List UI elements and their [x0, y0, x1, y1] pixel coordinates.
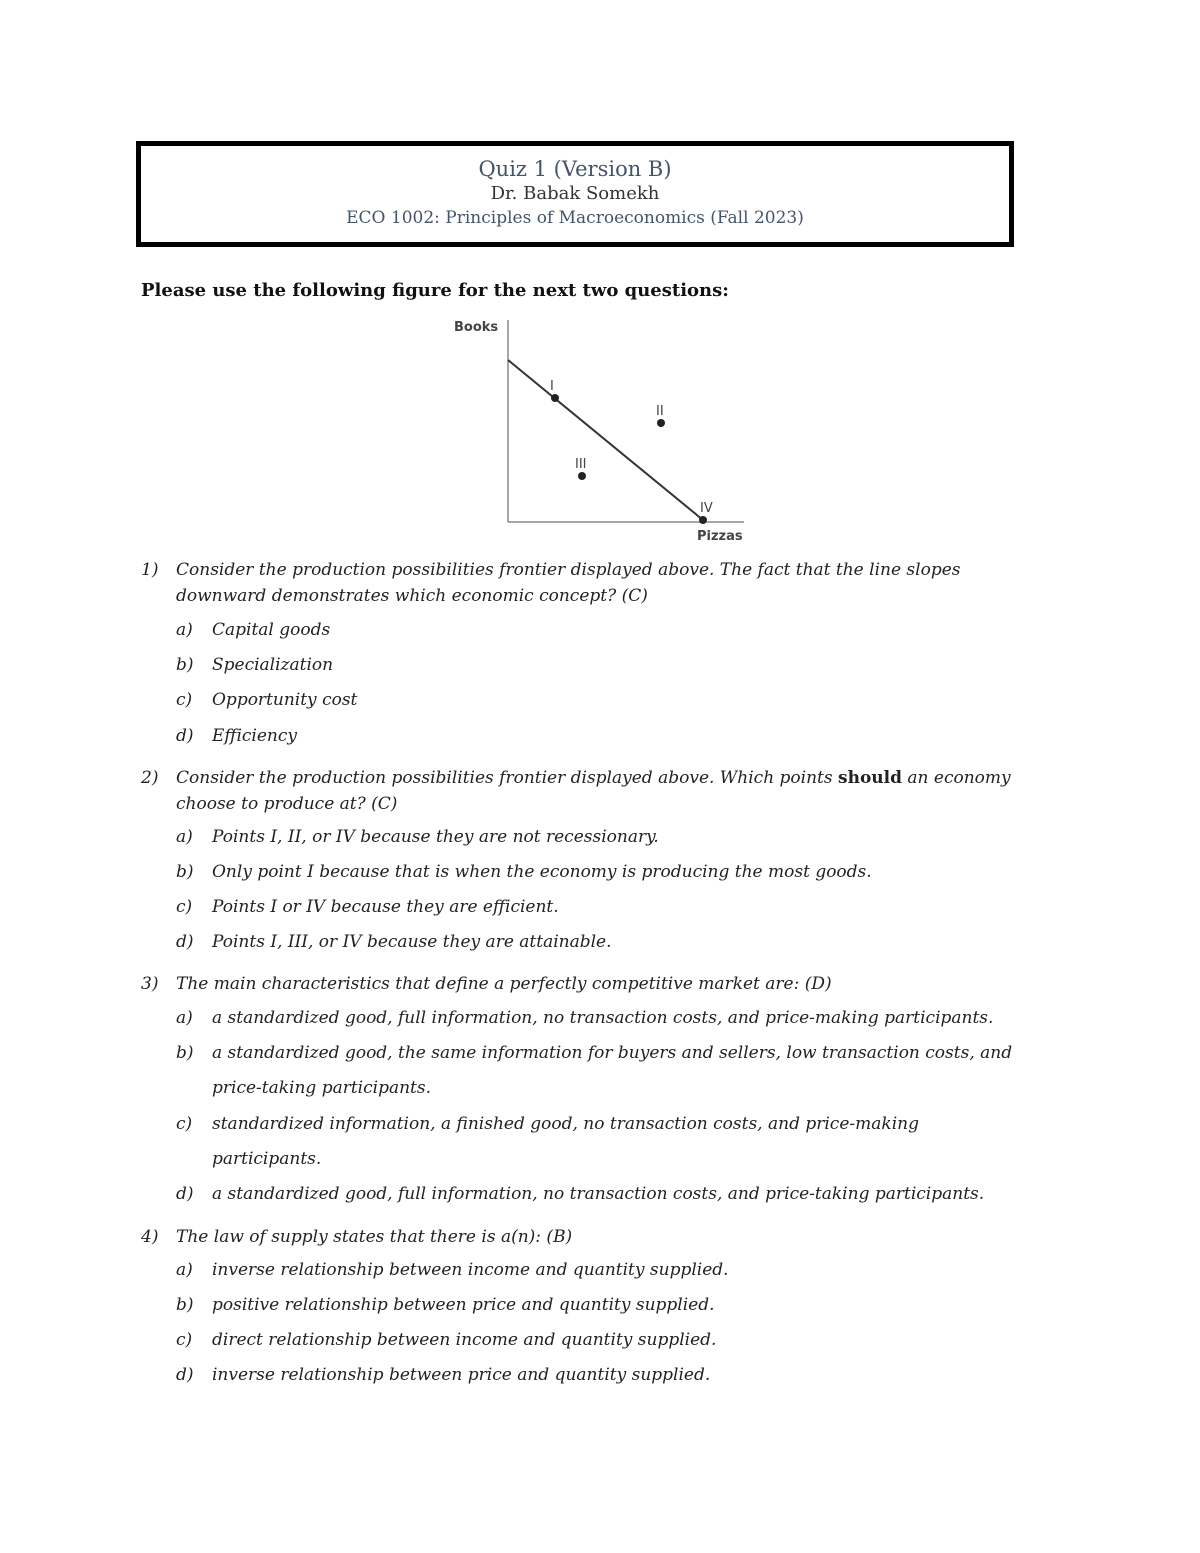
question-text-line: downward demonstrates which economic concept? (C) [176, 586, 648, 606]
question-text-line: Consider the production possibilities frontier displayed above. The fact that the line slopes [176, 560, 961, 580]
option-text-cont: price-taking participants. [212, 1078, 432, 1098]
question-text-line: The main characteristics that define a perfectly competitive market are: (D) [176, 974, 832, 994]
option-text: inverse relationship between price and quantity supplied. [212, 1365, 711, 1385]
point-IV [699, 516, 707, 524]
question-text-pre: Consider the production possibilities frontier displayed above. Which points [176, 768, 839, 788]
point-I-label: I [550, 379, 554, 394]
option-text: a standardized good, full information, no transaction costs, and price-making participants. [212, 1008, 994, 1028]
option-letter: d) [176, 932, 194, 952]
option-text: Points I, II, or IV because they are not recessionary. [212, 827, 659, 847]
point-IV-label: IV [700, 501, 713, 516]
option-letter: c) [176, 1114, 193, 1134]
option-letter: b) [176, 862, 194, 882]
option-text: inverse relationship between income and quantity supplied. [212, 1260, 729, 1280]
option-letter: d) [176, 1184, 194, 1204]
point-II-label: II [656, 404, 664, 419]
figure-intro: Please use the following figure for the next two questions: [141, 280, 729, 301]
option-text: direct relationship between income and quantity supplied. [212, 1330, 717, 1350]
ppf-figure [448, 312, 758, 547]
option-text: Efficiency [212, 726, 297, 746]
option-letter: d) [176, 1365, 194, 1385]
option-text: Opportunity cost [212, 690, 358, 710]
point-III [578, 472, 586, 480]
question-number: 1) [141, 560, 159, 580]
question-text-line [176, 768, 1011, 788]
option-letter: a) [176, 827, 193, 847]
option-letter: d) [176, 726, 194, 746]
question-text-line: The law of supply states that there is a(n): (B) [176, 1227, 573, 1247]
option-letter: b) [176, 655, 194, 675]
point-I [551, 394, 559, 402]
emphasis-should: should [838, 768, 902, 788]
option-text: positive relationship between price and quantity supplied. [212, 1295, 715, 1315]
option-letter: c) [176, 1330, 193, 1350]
option-letter: a) [176, 1008, 193, 1028]
x-axis-label: Pizzas [697, 529, 743, 544]
question-text-post: an economy [902, 768, 1011, 788]
option-letter: c) [176, 690, 193, 710]
option-text: a standardized good, the same information for buyers and sellers, low transaction costs, and [212, 1043, 1013, 1063]
point-III-label: III [575, 457, 587, 472]
question-number: 3) [141, 974, 159, 994]
option-letter: b) [176, 1295, 194, 1315]
option-letter: a) [176, 620, 193, 640]
question-text-line: choose to produce at? (C) [176, 794, 398, 814]
option-text: standardized information, a finished good, no transaction costs, and price-making [212, 1114, 919, 1134]
option-letter: a) [176, 1260, 193, 1280]
question-number: 4) [141, 1227, 159, 1247]
ppf-curve [508, 360, 703, 520]
quiz-course: ECO 1002: Principles of Macroeconomics (Fall 2023) [346, 208, 804, 228]
y-axis-label: Books [454, 320, 499, 335]
quiz-title: Quiz 1 (Version B) [478, 157, 672, 181]
option-text: a standardized good, full information, no transaction costs, and price-taking participants. [212, 1184, 985, 1204]
option-text: Capital goods [212, 620, 331, 640]
option-text: Points I, III, or IV because they are attainable. [212, 932, 612, 952]
point-II [657, 419, 665, 427]
option-text: Only point I because that is when the economy is producing the most goods. [212, 862, 872, 882]
option-text: Specialization [212, 655, 334, 675]
option-letter: c) [176, 897, 193, 917]
option-letter: b) [176, 1043, 194, 1063]
question-number: 2) [141, 768, 159, 788]
option-text: Points I or IV because they are efficient. [212, 897, 559, 917]
quiz-header-box [136, 141, 1014, 247]
quiz-author: Dr. Babak Somekh [490, 183, 660, 204]
option-text-cont: participants. [212, 1149, 322, 1169]
